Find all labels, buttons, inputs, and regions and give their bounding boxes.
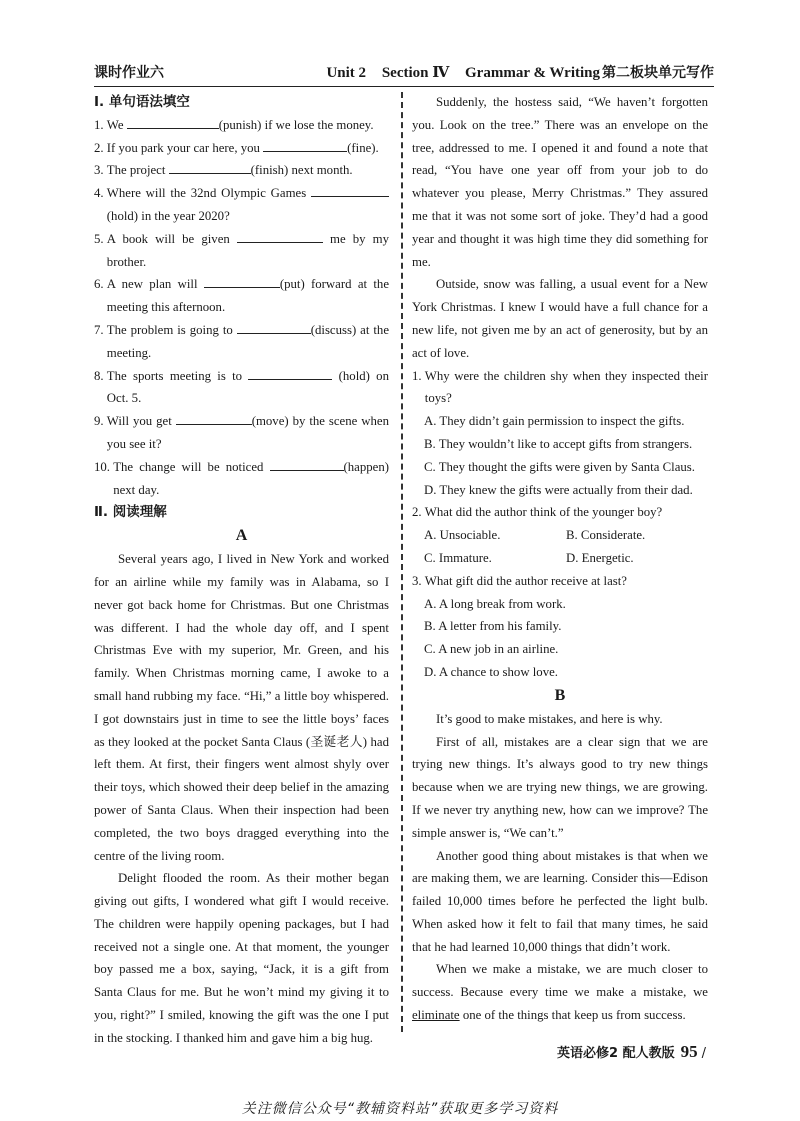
- passage-a-title: A: [235, 527, 248, 545]
- page-header: [94, 62, 714, 86]
- question-3: 3. What gift did the author receive at last?: [412, 573, 627, 588]
- grammar-item-4: 4. Where will the 32nd Olympic Games (hold) in the year 2020?: [94, 182, 389, 228]
- grammar-item-8: 8. The sports meeting is to (hold) on Oct. 5.: [94, 365, 389, 411]
- grammar-item-1: 1. We (punish) if we lose the money.: [94, 114, 389, 137]
- topic-zh-label: 第二板块单元写作: [602, 65, 714, 81]
- unit-label: Unit 2: [326, 65, 367, 81]
- answer-blank-1[interactable]: [127, 115, 219, 129]
- page-number: 95: [680, 1042, 698, 1061]
- grammar-item-2: 2. If you park your car here, you (fine).: [94, 137, 389, 160]
- footer-slash: /: [701, 1046, 706, 1061]
- passage-a-paragraph-1: Several years ago, I lived in New York and worked for an airline while my family was in Alabama, so I never got back home for Christmas. But one Christmas was different. I had the whole day off, and I spent Christmas Eve with my superior, Mr. Green, and his family. When Christmas morning came, I awoke to a small hand rubbing my face. “Hi,” a little boy whispered. I got downstairs just in time to see the little boys’ faces as they looked at the pocket Santa Claus (圣诞老人) had left them. At first, their fingers went almost shyly over their toys, which showed their deep belief in the amazing power of Santa Claus. When their inspection had been completed, the two boys dragged everything into the centre of the living room.: [94, 552, 389, 863]
- question-3-option-d[interactable]: D. A chance to show love.: [424, 664, 558, 679]
- unit-heading: [314, 62, 714, 82]
- grammar-item-10: 10. The change will be noticed (happen) next day.: [94, 456, 389, 502]
- grammar-item-9: 9. Will you get (move) by the scene when you see it?: [94, 410, 389, 456]
- answer-blank-7[interactable]: [237, 320, 311, 334]
- passage-a-paragraph-3: Suddenly, the hostess said, “We haven’t forgotten you. Look on the tree.” There was an envelope on the tree, addressed to me. I opened it and found a note that read, “You have one year off from your job to do whatever you please, Merry Christmas.” They assured me that it was not some sort of joke. They’d had a good year and thought it was high time they did something for me.: [412, 95, 708, 269]
- left-column: [94, 91, 389, 1050]
- column-divider: [401, 92, 403, 1032]
- underlined-word: eliminate: [412, 1008, 460, 1023]
- grammar-item-5: 5. A book will be given me by my brother.: [94, 228, 389, 274]
- bottom-handwritten-note: 关注微信公众号“教辅资料站”获取更多学习资料: [241, 1101, 559, 1117]
- answer-blank-8[interactable]: [248, 366, 332, 380]
- right-column: [412, 91, 708, 1027]
- passage-b-paragraph-1: It’s good to make mistakes, and here is why.: [436, 711, 663, 726]
- answer-blank-4[interactable]: [311, 183, 389, 197]
- passage-b-paragraph-2: First of all, mistakes are a clear sign that we are trying new things. It’s always good to try new things because when we are trying new things, we are growing. If we never try anything new, how can we improve? The simple answer is, “We can’t.”: [412, 734, 708, 840]
- answer-blank-6[interactable]: [204, 274, 280, 288]
- question-2-options-row-2: [412, 547, 708, 570]
- passage-b-paragraph-4: When we make a mistake, we are much closer to success. Because every time we make a mistake, we eliminate one of the things that keep us from success.: [412, 962, 708, 1023]
- question-2-option-c[interactable]: C. Immature.: [424, 550, 492, 565]
- question-1-option-b[interactable]: B. They wouldn’t like to accept gifts from strangers.: [424, 436, 693, 451]
- book-label: 英语必修2 配人教版: [557, 1046, 675, 1061]
- question-2-option-d[interactable]: D. Energetic.: [566, 550, 634, 565]
- answer-blank-3[interactable]: [169, 160, 251, 174]
- page-footer: [557, 1042, 706, 1062]
- passage-a-paragraph-4: Outside, snow was falling, a usual event for a New York Christmas. I knew I would have a full chance for a new life, not given me by an act of generosity, but by an act of love.: [412, 277, 708, 360]
- question-1-option-d[interactable]: D. They knew the gifts were actually from their dad.: [424, 482, 693, 497]
- answer-blank-9[interactable]: [176, 411, 252, 425]
- grammar-item-3: 3. The project (finish) next month.: [94, 159, 389, 182]
- section-label: Section Ⅳ: [381, 65, 450, 81]
- answer-blank-2[interactable]: [263, 138, 347, 152]
- homework-label: 课时作业六: [94, 65, 164, 81]
- question-3-option-c[interactable]: C. A new job in an airline.: [424, 642, 559, 657]
- part1-title: Ⅰ. 单句语法填空: [94, 94, 190, 110]
- question-2-option-b[interactable]: B. Considerate.: [566, 528, 646, 543]
- question-1-option-c[interactable]: C. They thought the gifts were given by Santa Claus.: [424, 459, 695, 474]
- question-2-option-a[interactable]: A. Unsociable.: [424, 528, 501, 543]
- passage-b-title: B: [554, 686, 566, 704]
- question-3-option-b[interactable]: B. A letter from his family.: [424, 619, 562, 634]
- part2-title: Ⅱ. 阅读理解: [94, 504, 167, 521]
- grammar-item-7: 7. The problem is going to (discuss) at the meeting.: [94, 319, 389, 365]
- question-1-option-a[interactable]: A. They didn’t gain permission to inspect the gifts.: [424, 414, 685, 429]
- header-rule: [94, 86, 714, 87]
- answer-blank-10[interactable]: [270, 457, 344, 471]
- topic-label: Grammar & Writing: [465, 65, 600, 81]
- passage-a-paragraph-2: Delight flooded the room. As their mother began giving out gifts, I wondered what gift I would receive. The children were happily opening packages, but I had received not a single one. At that moment, the younger boy passed me a box, saying, “Jack, it is a gift from Santa Claus for me. But he won’t mind my giving it to you, right?” I smiled, knowing the gift was the one I put in the stocking. I thanked him and gave him a big hug.: [94, 871, 389, 1045]
- answer-blank-5[interactable]: [237, 229, 323, 243]
- question-2-options-row-1: [412, 524, 708, 547]
- grammar-item-6: 6. A new plan will (put) forward at the meeting this afternoon.: [94, 273, 389, 319]
- question-1: 1. Why were the children shy when they inspected their toys?: [412, 368, 708, 406]
- question-3-option-a[interactable]: A. A long break from work.: [424, 596, 566, 611]
- question-2: 2. What did the author think of the younger boy?: [412, 505, 663, 520]
- passage-b-paragraph-3: Another good thing about mistakes is that when we are making them, we are learning. Consider this—Edison failed 10,000 times before he perfected the light bulb. When asked how it felt to fail that many times, he said that he had learned 10,000 things that didn’t work.: [412, 848, 708, 954]
